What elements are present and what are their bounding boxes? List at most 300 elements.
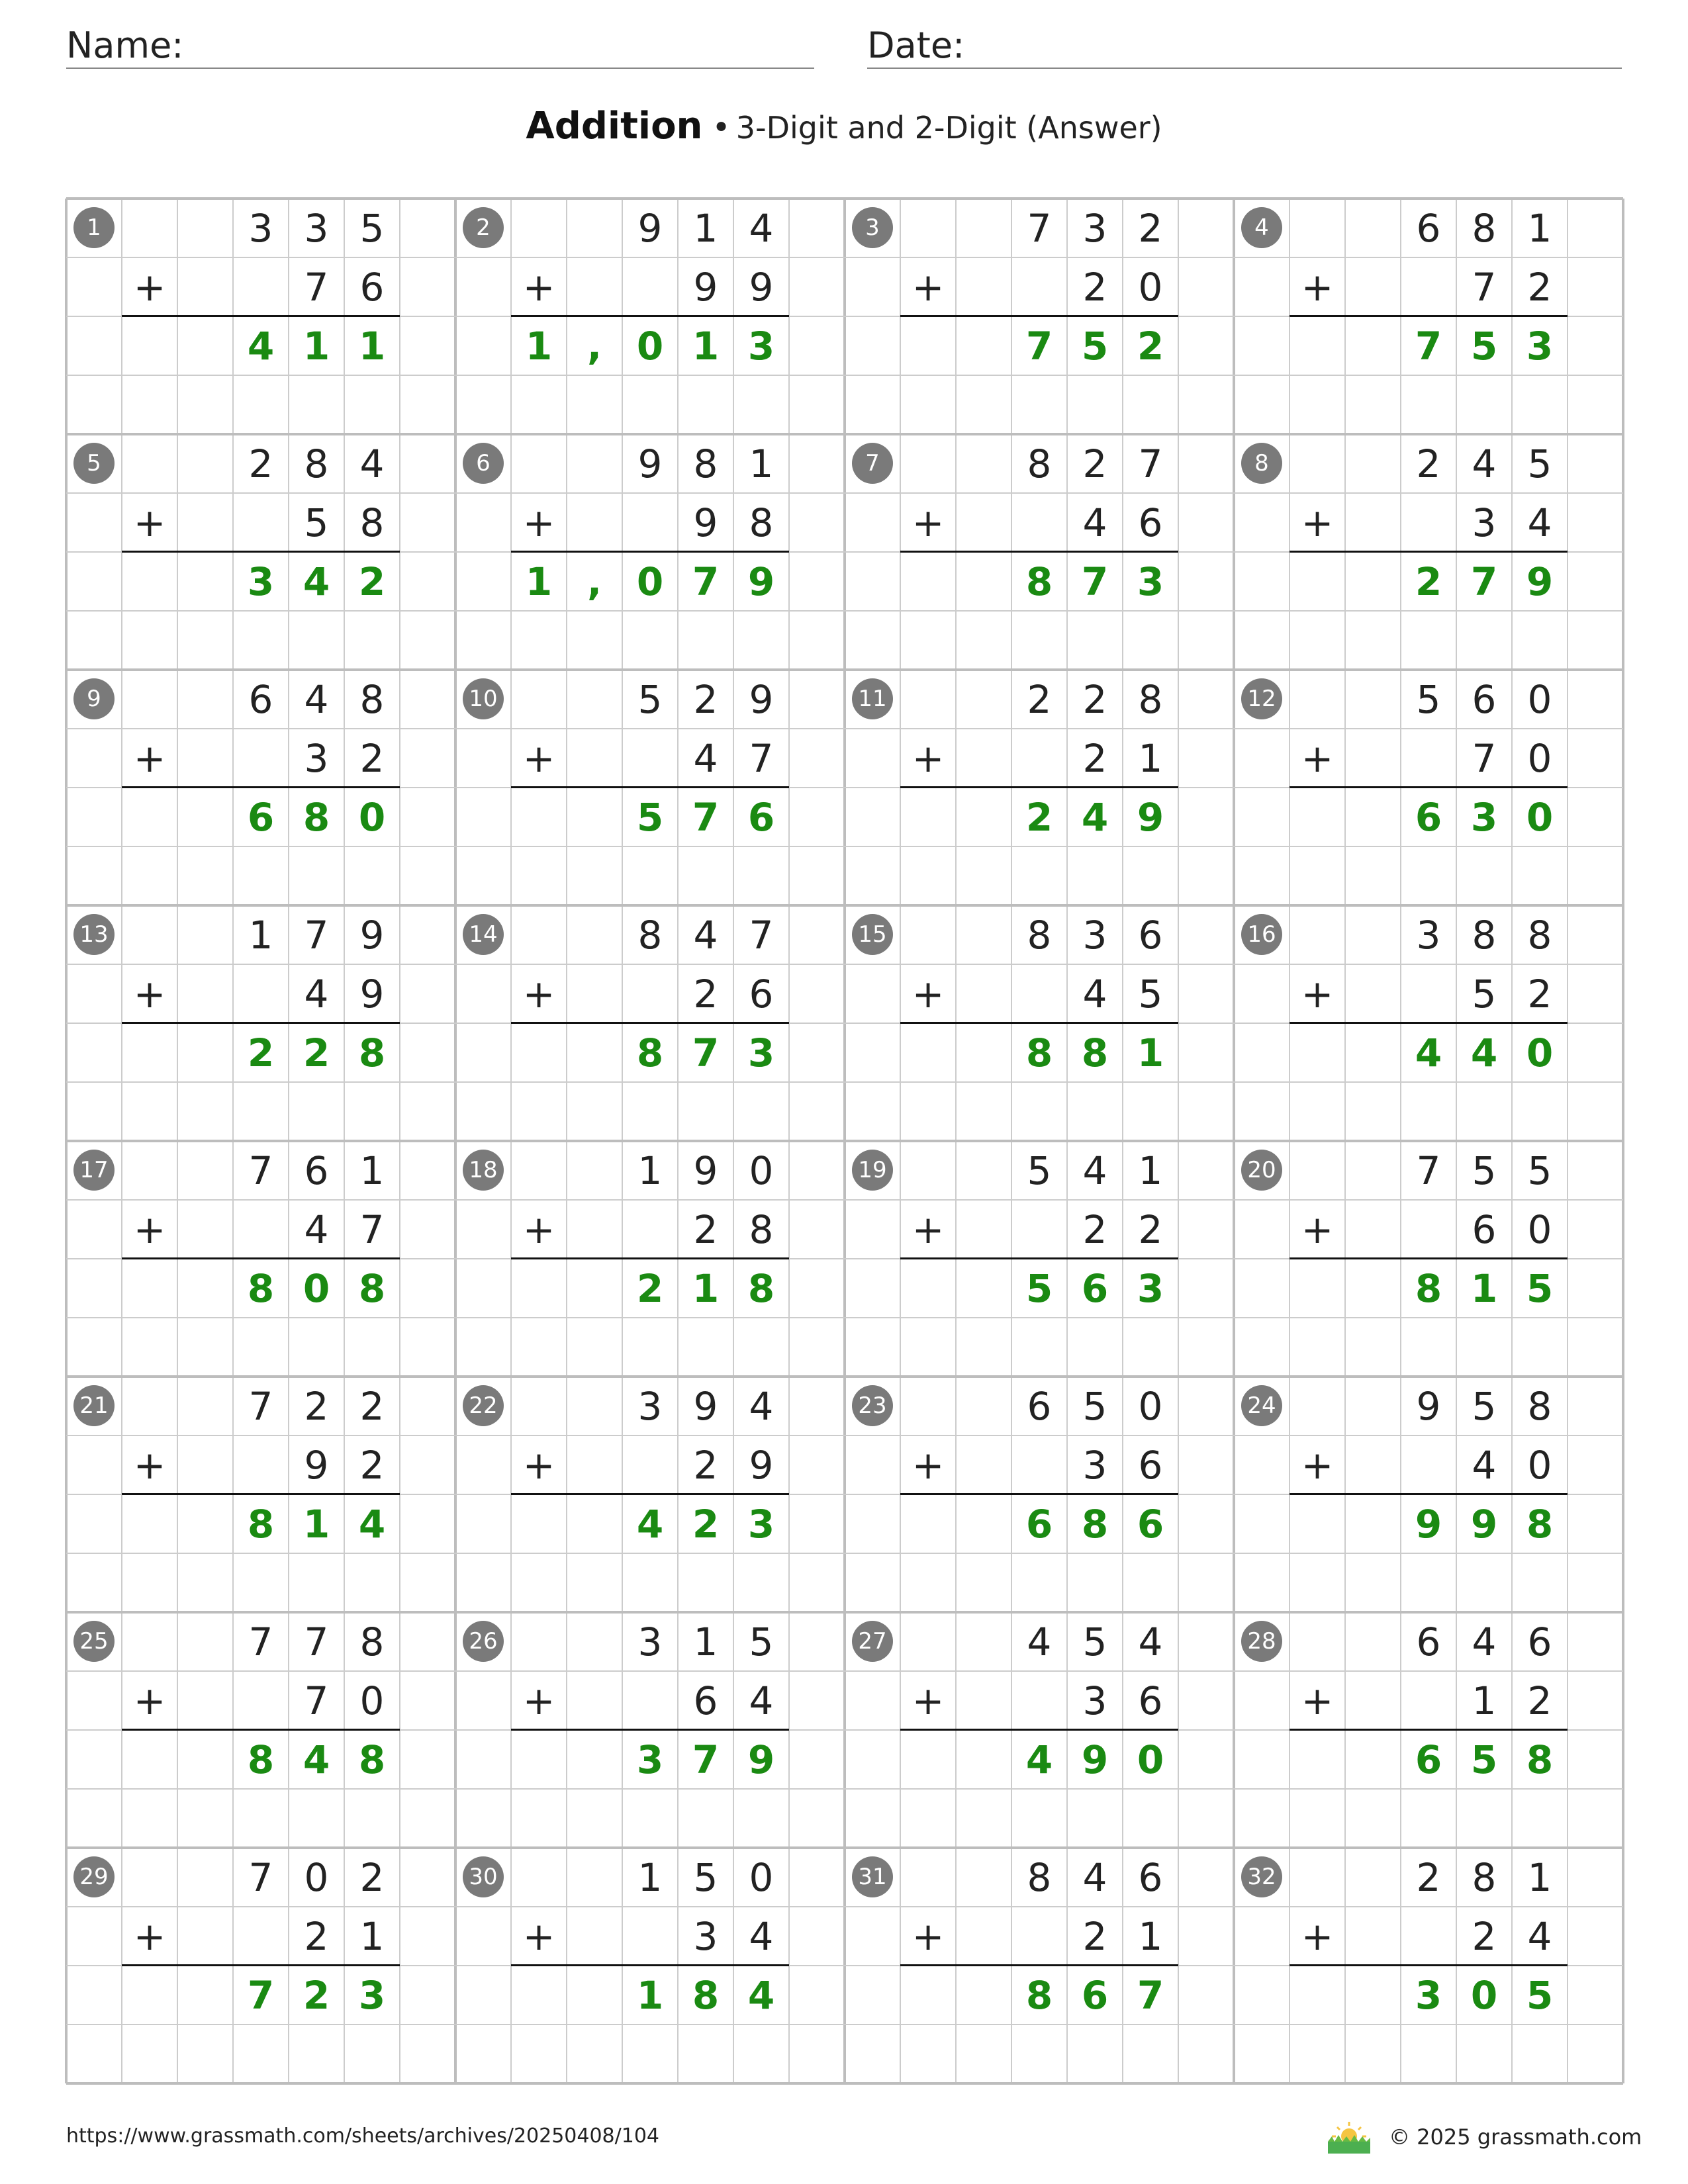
answer-digit: 8	[1025, 559, 1053, 604]
plus-sign: +	[912, 264, 945, 310]
top-digit: 9	[693, 1383, 718, 1429]
problem-number-badge: 1	[73, 207, 115, 248]
top-digit: 1	[693, 1619, 718, 1664]
answer-digit: 3	[1470, 794, 1498, 840]
top-digit: 2	[1138, 205, 1163, 251]
bottom-digit: 2	[1138, 1206, 1163, 1252]
answer-digit: 1	[1137, 1030, 1164, 1075]
bottom-digit: 6	[359, 264, 385, 310]
answer-digit: 8	[636, 1030, 664, 1075]
bottom-digit: 5	[1472, 971, 1497, 1017]
answer-digit: 3	[636, 1737, 664, 1782]
bottom-digit: 1	[1472, 1678, 1497, 1723]
top-digit: 8	[359, 676, 385, 722]
answer-digit: 7	[1415, 323, 1442, 369]
plus-sign: +	[133, 971, 166, 1017]
bottom-digit: 2	[1472, 1913, 1497, 1959]
bottom-digit: 2	[1527, 1678, 1552, 1723]
problem-number-badge: 28	[1241, 1621, 1282, 1662]
problem-number-badge: 7	[852, 443, 893, 484]
answer-digit: 2	[303, 1030, 330, 1075]
bottom-digit: 2	[1527, 971, 1552, 1017]
answer-digit: 6	[1137, 1501, 1164, 1547]
plus-sign: +	[522, 1206, 555, 1252]
top-digit: 0	[304, 1854, 329, 1900]
bottom-digit: 7	[304, 1678, 329, 1723]
plus-sign: +	[912, 971, 945, 1017]
top-digit: 0	[1527, 676, 1552, 722]
grass-sun-logo-icon	[1325, 2120, 1373, 2155]
top-digit: 6	[248, 676, 273, 722]
answer-digit: 9	[1415, 1501, 1442, 1547]
problem-number-badge: 31	[852, 1856, 893, 1897]
bottom-digit: 8	[749, 500, 774, 545]
bottom-digit: 2	[304, 1913, 329, 1959]
answer-digit: 4	[358, 1501, 386, 1547]
plus-sign: +	[133, 500, 166, 545]
plus-sign: +	[1301, 500, 1334, 545]
answer-digit: 2	[1415, 559, 1442, 604]
top-digit: 4	[359, 441, 385, 486]
bottom-digit: 4	[304, 971, 329, 1017]
top-digit: 3	[304, 205, 329, 251]
top-digit: 6	[1472, 676, 1497, 722]
top-digit: 6	[1138, 1854, 1163, 1900]
answer-digit: 9	[1081, 1737, 1109, 1782]
top-digit: 7	[1416, 1148, 1441, 1193]
top-digit: 4	[693, 912, 718, 958]
footer-copyright: © 2025 grassmath.com	[1389, 2124, 1642, 2150]
top-digit: 7	[248, 1619, 273, 1664]
bottom-digit: 4	[1527, 500, 1552, 545]
answer-digit: 7	[1137, 1972, 1164, 2018]
answer-digit: 8	[247, 1265, 275, 1311]
top-digit: 4	[1472, 1619, 1497, 1664]
problem-number-badge: 4	[1241, 207, 1282, 248]
answer-digit: 5	[1470, 1737, 1498, 1782]
top-digit: 1	[637, 1148, 663, 1193]
top-digit: 7	[749, 912, 774, 958]
answer-digit: 6	[1081, 1972, 1109, 2018]
top-digit: 3	[1416, 912, 1441, 958]
answer-digit: 8	[358, 1737, 386, 1782]
bottom-digit: 6	[1138, 1678, 1163, 1723]
answer-digit: 9	[1137, 794, 1164, 840]
top-digit: 1	[1138, 1148, 1163, 1193]
bottom-digit: 1	[1138, 1913, 1163, 1959]
plus-sign: +	[1301, 264, 1334, 310]
answer-digit: 7	[692, 1737, 720, 1782]
title-main: Addition	[526, 105, 703, 148]
top-digit: 8	[1027, 1854, 1052, 1900]
answer-digit: 3	[747, 1501, 775, 1547]
top-digit: 3	[637, 1383, 663, 1429]
answer-digit: 8	[1526, 1501, 1554, 1547]
top-digit: 4	[304, 676, 329, 722]
answer-digit: 0	[358, 794, 386, 840]
top-digit: 9	[693, 1148, 718, 1193]
bottom-digit: 2	[1082, 735, 1107, 781]
answer-digit: 0	[1137, 1737, 1164, 1782]
top-digit: 6	[1416, 205, 1441, 251]
answer-digit: 6	[247, 794, 275, 840]
top-digit: 1	[749, 441, 774, 486]
plus-sign: +	[522, 264, 555, 310]
answer-digit: ,	[586, 323, 602, 369]
bottom-digit: 9	[359, 971, 385, 1017]
top-digit: 5	[693, 1854, 718, 1900]
plus-sign: +	[1301, 735, 1334, 781]
plus-sign: +	[1301, 1913, 1334, 1959]
answer-digit: 7	[1025, 323, 1053, 369]
top-digit: 6	[1416, 1619, 1441, 1664]
top-digit: 2	[1416, 441, 1441, 486]
top-digit: 4	[1027, 1619, 1052, 1664]
top-digit: 4	[1082, 1854, 1107, 1900]
top-digit: 9	[637, 441, 663, 486]
problem-number-badge: 27	[852, 1621, 893, 1662]
answer-digit: 8	[1415, 1265, 1442, 1311]
bottom-digit: 5	[304, 500, 329, 545]
plus-sign: +	[133, 735, 166, 781]
top-digit: 7	[248, 1148, 273, 1193]
problem-number-badge: 14	[463, 914, 504, 955]
plus-sign: +	[522, 1442, 555, 1488]
answer-digit: 9	[747, 1737, 775, 1782]
footer-url: https://www.grassmath.com/sheets/archives/20250408/104	[66, 2124, 660, 2148]
bottom-digit: 4	[749, 1913, 774, 1959]
problem-number-badge: 25	[73, 1621, 115, 1662]
answer-digit: 4	[303, 559, 330, 604]
answer-digit: 7	[692, 559, 720, 604]
top-digit: 4	[1138, 1619, 1163, 1664]
bottom-digit: 2	[693, 971, 718, 1017]
answer-digit: 2	[303, 1972, 330, 2018]
top-digit: 0	[749, 1148, 774, 1193]
answer-digit: 4	[303, 1737, 330, 1782]
top-digit: 2	[1027, 676, 1052, 722]
bottom-digit: 9	[749, 1442, 774, 1488]
bottom-digit: 0	[1527, 1206, 1552, 1252]
bottom-digit: 7	[1472, 735, 1497, 781]
bottom-digit: 2	[693, 1206, 718, 1252]
top-digit: 5	[1527, 1148, 1552, 1193]
top-digit: 4	[749, 205, 774, 251]
top-digit: 1	[359, 1148, 385, 1193]
top-digit: 6	[1027, 1383, 1052, 1429]
top-digit: 3	[248, 205, 273, 251]
answer-digit: 0	[1526, 794, 1554, 840]
top-digit: 1	[637, 1854, 663, 1900]
top-digit: 6	[304, 1148, 329, 1193]
top-digit: 9	[359, 912, 385, 958]
top-digit: 7	[304, 1619, 329, 1664]
top-digit: 2	[359, 1854, 385, 1900]
answer-digit: 0	[1470, 1972, 1498, 2018]
bottom-digit: 0	[1527, 735, 1552, 781]
top-digit: 7	[248, 1854, 273, 1900]
bottom-digit: 7	[1472, 264, 1497, 310]
answer-digit: 8	[692, 1972, 720, 2018]
top-digit: 5	[1082, 1619, 1107, 1664]
answer-digit: 5	[1526, 1972, 1554, 2018]
answer-digit: 8	[358, 1030, 386, 1075]
top-digit: 5	[1472, 1148, 1497, 1193]
bottom-digit: 1	[359, 1913, 385, 1959]
plus-sign: +	[1301, 1206, 1334, 1252]
plus-sign: +	[912, 1442, 945, 1488]
plus-sign: +	[1301, 971, 1334, 1017]
bottom-digit: 2	[359, 735, 385, 781]
answer-digit: 6	[747, 794, 775, 840]
problem-number-badge: 20	[1241, 1150, 1282, 1191]
answer-digit: 7	[1081, 559, 1109, 604]
plus-sign: +	[522, 1678, 555, 1723]
top-digit: 9	[637, 205, 663, 251]
answer-digit: 8	[1081, 1030, 1109, 1075]
plus-sign: +	[1301, 1442, 1334, 1488]
answer-digit: 7	[692, 794, 720, 840]
name-label: Name:	[66, 24, 184, 66]
top-digit: 7	[1138, 441, 1163, 486]
plus-sign: +	[522, 735, 555, 781]
answer-digit: 5	[1025, 1265, 1053, 1311]
top-digit: 8	[359, 1619, 385, 1664]
problem-number-badge: 9	[73, 678, 115, 719]
top-digit: 4	[749, 1383, 774, 1429]
bottom-digit: 4	[1527, 1913, 1552, 1959]
bottom-digit: 8	[749, 1206, 774, 1252]
answer-digit: 3	[1137, 559, 1164, 604]
answer-digit: 7	[247, 1972, 275, 2018]
bottom-digit: 4	[693, 735, 718, 781]
top-digit: 3	[1082, 205, 1107, 251]
top-digit: 5	[637, 676, 663, 722]
top-digit: 8	[1527, 1383, 1552, 1429]
answer-digit: ,	[586, 559, 602, 604]
answer-digit: 3	[747, 323, 775, 369]
plus-sign: +	[912, 1913, 945, 1959]
top-digit: 9	[1416, 1383, 1441, 1429]
top-digit: 8	[1527, 912, 1552, 958]
date-label: Date:	[867, 24, 965, 66]
answer-digit: 4	[1081, 794, 1109, 840]
title-separator: •	[712, 109, 731, 146]
answer-digit: 8	[1025, 1972, 1053, 2018]
answer-digit: 2	[358, 559, 386, 604]
top-digit: 8	[1138, 676, 1163, 722]
answer-digit: 7	[692, 1030, 720, 1075]
plus-sign: +	[912, 1678, 945, 1723]
answer-digit: 8	[247, 1737, 275, 1782]
answer-digit: 2	[692, 1501, 720, 1547]
problem-number-badge: 13	[73, 914, 115, 955]
plus-sign: +	[133, 1913, 166, 1959]
top-digit: 8	[1027, 912, 1052, 958]
top-digit: 7	[304, 912, 329, 958]
bottom-digit: 4	[304, 1206, 329, 1252]
problem-number-badge: 5	[73, 443, 115, 484]
top-digit: 4	[1082, 1148, 1107, 1193]
top-digit: 8	[1472, 205, 1497, 251]
answer-digit: 1	[692, 323, 720, 369]
answer-digit: 4	[1025, 1737, 1053, 1782]
bottom-digit: 4	[1082, 971, 1107, 1017]
top-digit: 6	[1138, 912, 1163, 958]
top-digit: 3	[637, 1619, 663, 1664]
problem-number-badge: 18	[463, 1150, 504, 1191]
bottom-digit: 7	[749, 735, 774, 781]
bottom-digit: 6	[1472, 1206, 1497, 1252]
bottom-digit: 4	[749, 1678, 774, 1723]
bottom-digit: 0	[359, 1678, 385, 1723]
problem-number-badge: 8	[1241, 443, 1282, 484]
top-digit: 2	[693, 676, 718, 722]
top-digit: 2	[1416, 1854, 1441, 1900]
top-digit: 5	[1082, 1383, 1107, 1429]
answer-digit: 7	[1470, 559, 1498, 604]
top-digit: 4	[1472, 441, 1497, 486]
bottom-digit: 7	[359, 1206, 385, 1252]
answer-digit: 6	[1025, 1501, 1053, 1547]
answer-digit: 0	[303, 1265, 330, 1311]
answer-digit: 4	[247, 323, 275, 369]
bottom-digit: 2	[1082, 1913, 1107, 1959]
bottom-digit: 6	[1138, 500, 1163, 545]
bottom-digit: 3	[1082, 1442, 1107, 1488]
top-digit: 9	[749, 676, 774, 722]
problem-number-badge: 23	[852, 1385, 893, 1426]
answer-digit: 1	[525, 559, 553, 604]
problem-number-badge: 6	[463, 443, 504, 484]
top-digit: 7	[1027, 205, 1052, 251]
bottom-digit: 9	[749, 264, 774, 310]
top-digit: 5	[749, 1619, 774, 1664]
top-digit: 5	[1472, 1383, 1497, 1429]
plus-sign: +	[133, 264, 166, 310]
top-digit: 2	[248, 441, 273, 486]
top-digit: 1	[693, 205, 718, 251]
bottom-digit: 2	[693, 1442, 718, 1488]
answer-digit: 3	[1526, 323, 1554, 369]
bottom-digit: 7	[304, 264, 329, 310]
answer-digit: 3	[747, 1030, 775, 1075]
answer-digit: 5	[636, 794, 664, 840]
answer-digit: 3	[1415, 1972, 1442, 2018]
answer-digit: 1	[358, 323, 386, 369]
bottom-digit: 3	[1082, 1678, 1107, 1723]
bottom-digit: 6	[1138, 1442, 1163, 1488]
problem-number-badge: 29	[73, 1856, 115, 1897]
answer-digit: 0	[636, 323, 664, 369]
bottom-digit: 2	[1082, 1206, 1107, 1252]
answer-digit: 9	[747, 559, 775, 604]
problem-number-badge: 15	[852, 914, 893, 955]
answer-digit: 1	[1470, 1265, 1498, 1311]
answer-digit: 1	[636, 1972, 664, 2018]
top-digit: 2	[1082, 676, 1107, 722]
answer-digit: 9	[1470, 1501, 1498, 1547]
problem-number-badge: 22	[463, 1385, 504, 1426]
bottom-digit: 1	[1138, 735, 1163, 781]
bottom-digit: 9	[693, 500, 718, 545]
title-subtitle: 3-Digit and 2-Digit (Answer)	[735, 110, 1162, 146]
bottom-digit: 3	[1472, 500, 1497, 545]
answer-digit: 5	[1526, 1265, 1554, 1311]
bottom-digit: 2	[1527, 264, 1552, 310]
answer-digit: 9	[1526, 559, 1554, 604]
answer-digit: 6	[1081, 1265, 1109, 1311]
answer-digit: 6	[1415, 794, 1442, 840]
plus-sign: +	[912, 1206, 945, 1252]
plus-sign: +	[133, 1206, 166, 1252]
bottom-digit: 6	[693, 1678, 718, 1723]
plus-sign: +	[133, 1678, 166, 1723]
answer-digit: 2	[1025, 794, 1053, 840]
answer-digit: 8	[1526, 1737, 1554, 1782]
bottom-digit: 2	[359, 1442, 385, 1488]
top-digit: 8	[1027, 441, 1052, 486]
answer-digit: 4	[747, 1972, 775, 2018]
answer-digit: 1	[525, 323, 553, 369]
problem-number-badge: 11	[852, 678, 893, 719]
bottom-digit: 3	[693, 1913, 718, 1959]
answer-digit: 4	[636, 1501, 664, 1547]
bottom-digit: 9	[693, 264, 718, 310]
top-digit: 8	[693, 441, 718, 486]
top-digit: 2	[359, 1383, 385, 1429]
answer-digit: 1	[692, 1265, 720, 1311]
top-digit: 5	[1416, 676, 1441, 722]
top-digit: 8	[1472, 1854, 1497, 1900]
top-digit: 8	[1472, 912, 1497, 958]
problem-number-badge: 3	[852, 207, 893, 248]
problem-number-badge: 10	[463, 678, 504, 719]
problem-number-badge: 32	[1241, 1856, 1282, 1897]
answer-digit: 0	[636, 559, 664, 604]
problem-number-badge: 17	[73, 1150, 115, 1191]
answer-digit: 2	[636, 1265, 664, 1311]
answer-digit: 3	[358, 1972, 386, 2018]
top-digit: 1	[1527, 1854, 1552, 1900]
bottom-digit: 9	[304, 1442, 329, 1488]
top-digit: 5	[1527, 441, 1552, 486]
bottom-digit: 5	[1138, 971, 1163, 1017]
answer-digit: 3	[1137, 1265, 1164, 1311]
problem-number-badge: 24	[1241, 1385, 1282, 1426]
bottom-digit: 4	[1082, 500, 1107, 545]
bottom-digit: 4	[1472, 1442, 1497, 1488]
bottom-digit: 6	[749, 971, 774, 1017]
bottom-digit: 0	[1527, 1442, 1552, 1488]
answer-digit: 3	[247, 559, 275, 604]
problem-number-badge: 21	[73, 1385, 115, 1426]
problem-number-badge: 19	[852, 1150, 893, 1191]
problem-number-badge: 16	[1241, 914, 1282, 955]
problem-number-badge: 26	[463, 1621, 504, 1662]
top-digit: 0	[749, 1854, 774, 1900]
answer-digit: 1	[303, 323, 330, 369]
bottom-digit: 8	[359, 500, 385, 545]
answer-digit: 2	[247, 1030, 275, 1075]
answer-digit: 8	[358, 1265, 386, 1311]
plus-sign: +	[522, 971, 555, 1017]
answer-digit: 5	[1081, 323, 1109, 369]
plus-sign: +	[522, 500, 555, 545]
answer-digit: 8	[1081, 1501, 1109, 1547]
top-digit: 5	[359, 205, 385, 251]
answer-digit: 8	[247, 1501, 275, 1547]
